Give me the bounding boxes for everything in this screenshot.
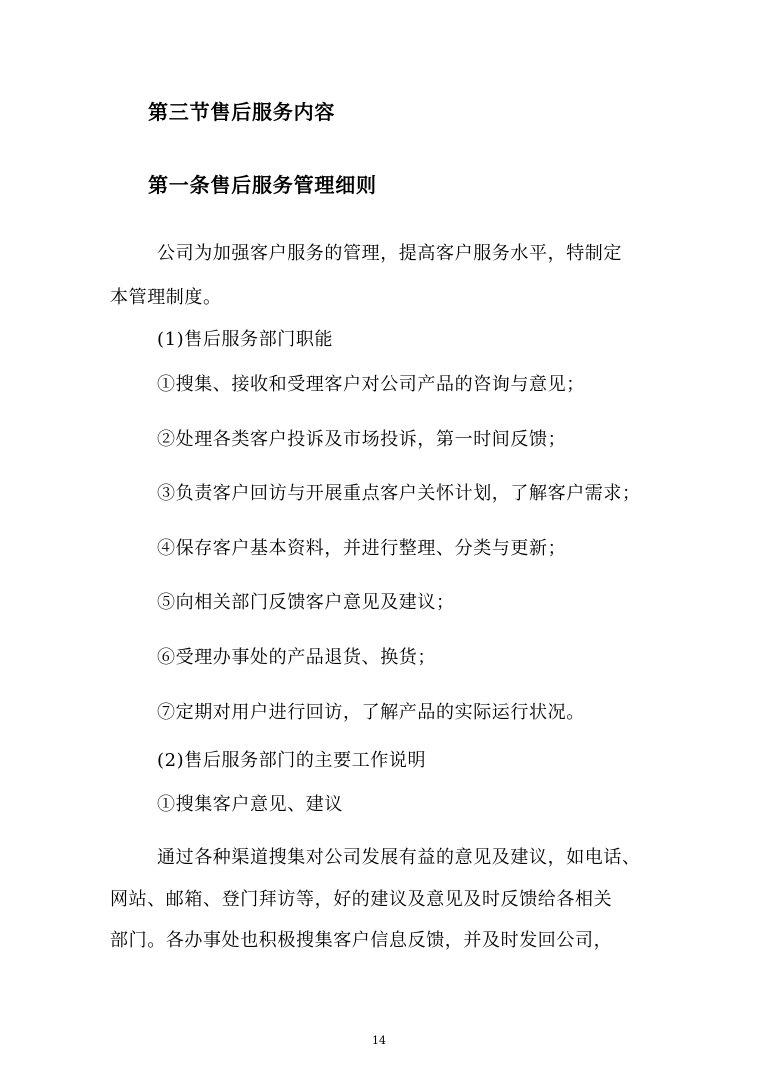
part1-item-5: ⑤向相关部门反馈客户意见及建议；: [157, 592, 455, 613]
intro-line-1: 公司为加强客户服务的管理，提高客户服务水平，特制定: [157, 243, 622, 264]
part1-item-7: ⑦定期对用户进行回访，了解产品的实际运行状况。: [157, 702, 585, 723]
part2-paragraph-line-1: 通过各种渠道搜集对公司发展有益的意见及建议，如电话、: [157, 847, 641, 868]
part2-item-1: ①搜集客户意见、建议: [157, 794, 343, 815]
part1-heading: (1)售后服务部门职能: [157, 329, 334, 350]
part1-item-6: ⑥受理办事处的产品退货、换货；: [157, 647, 436, 668]
part2-paragraph-line-3: 部门。各办事处也积极搜集客户信息反馈，并及时发回公司，: [110, 930, 613, 951]
section-title: 第三节售后服务内容: [148, 100, 336, 124]
part1-item-4: ④保存客户基本资料，并进行整理、分类与更新；: [157, 538, 567, 559]
part1-item-1: ①搜集、接收和受理客户对公司产品的咨询与意见；: [157, 374, 585, 395]
part1-item-3: ③负责客户回访与开展重点客户关怀计划，了解客户需求；: [157, 483, 641, 504]
page-number: 14: [372, 1034, 386, 1047]
intro-line-2: 本管理制度。: [110, 287, 222, 308]
article-title: 第一条售后服务管理细则: [148, 173, 377, 197]
part2-heading: (2)售后服务部门的主要工作说明: [157, 750, 427, 771]
part2-paragraph-line-2: 网站、邮箱、登门拜访等，好的建议及意见及时反馈给各相关: [110, 889, 613, 910]
part1-item-2: ②处理各类客户投诉及市场投诉，第一时间反馈；: [157, 429, 567, 450]
